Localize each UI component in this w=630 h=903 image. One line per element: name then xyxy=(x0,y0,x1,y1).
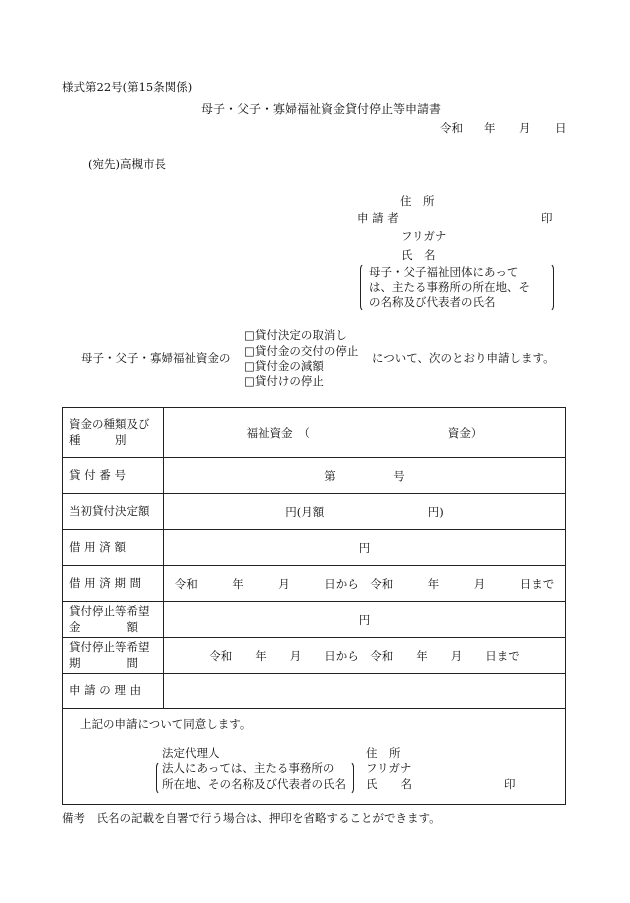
date-year: 年 xyxy=(484,121,496,135)
applicant-note-line-2: は、主たる事務所の所在地、そ xyxy=(369,280,530,294)
suspend-period-label-line-2: 期 間 xyxy=(69,655,138,670)
date-era: 令和 xyxy=(440,121,463,135)
suspend-period-label xyxy=(63,638,164,674)
initial-amount-label-text: 当初貸付決定額 xyxy=(69,503,150,518)
form-number: 様式第22号(第15条関係) xyxy=(62,80,193,94)
applicant-name-label: 氏 名 xyxy=(401,248,436,262)
borrowed-amount-label xyxy=(63,530,164,566)
guardian-note-line-1: 法人にあっては、主たる事務所の xyxy=(162,761,335,775)
applicant-address-label: 住 所 xyxy=(400,194,435,208)
table-row-borrowed-amount xyxy=(63,530,566,566)
request-prefix: 母子・父子・寡婦福祉資金の xyxy=(81,351,231,365)
applicant-furigana-label: フリガナ xyxy=(401,229,447,243)
table-row-suspend-amount xyxy=(63,602,566,638)
application-table xyxy=(62,407,566,805)
suspend-amount-label xyxy=(63,602,164,638)
initial-amount-field[interactable]: 円(月額 円) xyxy=(164,494,566,530)
consent-text: 上記の申請について同意します。 xyxy=(80,717,252,731)
fund-type-field[interactable]: 福祉資金 （ 資金） xyxy=(164,408,566,458)
date-day: 日 xyxy=(555,121,567,135)
suspend-period-field[interactable]: 令和 年 月 日から 令和 年 月 日まで xyxy=(164,638,566,674)
suspend-period-label-line-1: 貸付停止等希望 xyxy=(69,639,150,654)
suspend-amount-label-line-2: 金 額 xyxy=(69,619,138,634)
loan-number-label-text: 貸 付 番 号 xyxy=(69,467,126,482)
applicant-note-line-1: 母子・父子福祉団体にあって xyxy=(369,265,519,279)
table-row-borrowed-period xyxy=(63,566,566,602)
applicant-note-line-3: の名称及び代表者の氏名 xyxy=(369,295,496,309)
borrowed-amount-label-text: 借 用 済 額 xyxy=(69,539,126,554)
table-row-consent xyxy=(63,709,566,805)
table-row-reason xyxy=(63,674,566,709)
footer-note: 備考 氏名の記載を自署で行う場合は、押印を省略することができます。 xyxy=(62,811,441,825)
consent-cell xyxy=(63,709,566,805)
date-month: 月 xyxy=(519,121,531,135)
fund-type-label-line-1: 資金の種類及び xyxy=(69,416,150,431)
table-row-loan-number xyxy=(63,458,566,494)
suspend-amount-label-line-1: 貸付停止等希望 xyxy=(69,603,150,618)
guardian-label: 法定代理人 xyxy=(162,746,220,760)
suspend-amount-field[interactable]: 円 xyxy=(164,602,566,638)
loan-number-label xyxy=(63,458,164,494)
request-option-suspend-delivery[interactable]: □貸付金の交付の停止 xyxy=(244,344,359,358)
fund-type-label-line-2: 種 別 xyxy=(69,432,127,447)
table-row-initial-amount xyxy=(63,494,566,530)
guardian-note-line-2: 所在地、その名称及び代表者の氏名 xyxy=(162,777,346,791)
request-option-reduce[interactable]: □貸付金の減額 xyxy=(244,359,324,373)
request-option-stop[interactable]: □貸付けの停止 xyxy=(244,374,324,388)
initial-amount-label xyxy=(63,494,164,530)
page-title: 母子・父子・寡婦福祉資金貸付停止等申請書 xyxy=(201,102,442,116)
borrowed-amount-field[interactable]: 円 xyxy=(164,530,566,566)
borrowed-period-field[interactable]: 令和 年 月 日から 令和 年 月 日まで xyxy=(164,566,566,602)
table-row-suspend-period xyxy=(63,638,566,674)
guardian-furigana-label: フリガナ xyxy=(366,761,412,775)
guardian-name-label: 氏 名 xyxy=(366,777,412,791)
request-suffix: について、次のとおり申請します。 xyxy=(372,351,555,365)
loan-number-field[interactable]: 第 号 xyxy=(164,458,566,494)
addressee: (宛先)高槻市長 xyxy=(88,157,166,171)
applicant-seal: 印 xyxy=(541,211,553,225)
guardian-seal: 印 xyxy=(504,777,516,791)
applicant-label: 申 請 者 xyxy=(357,211,399,225)
request-option-cancel[interactable]: □貸付決定の取消し xyxy=(244,328,347,342)
fund-type-label xyxy=(63,408,164,458)
guardian-address-label: 住 所 xyxy=(366,746,401,760)
reason-label-text: 申 請 の 理 由 xyxy=(69,683,142,698)
reason-label xyxy=(63,674,164,709)
borrowed-period-label xyxy=(63,566,164,602)
borrowed-period-label-text: 借 用 済 期 間 xyxy=(69,575,142,590)
reason-field[interactable] xyxy=(164,674,566,709)
table-row-fund-type xyxy=(63,408,566,458)
